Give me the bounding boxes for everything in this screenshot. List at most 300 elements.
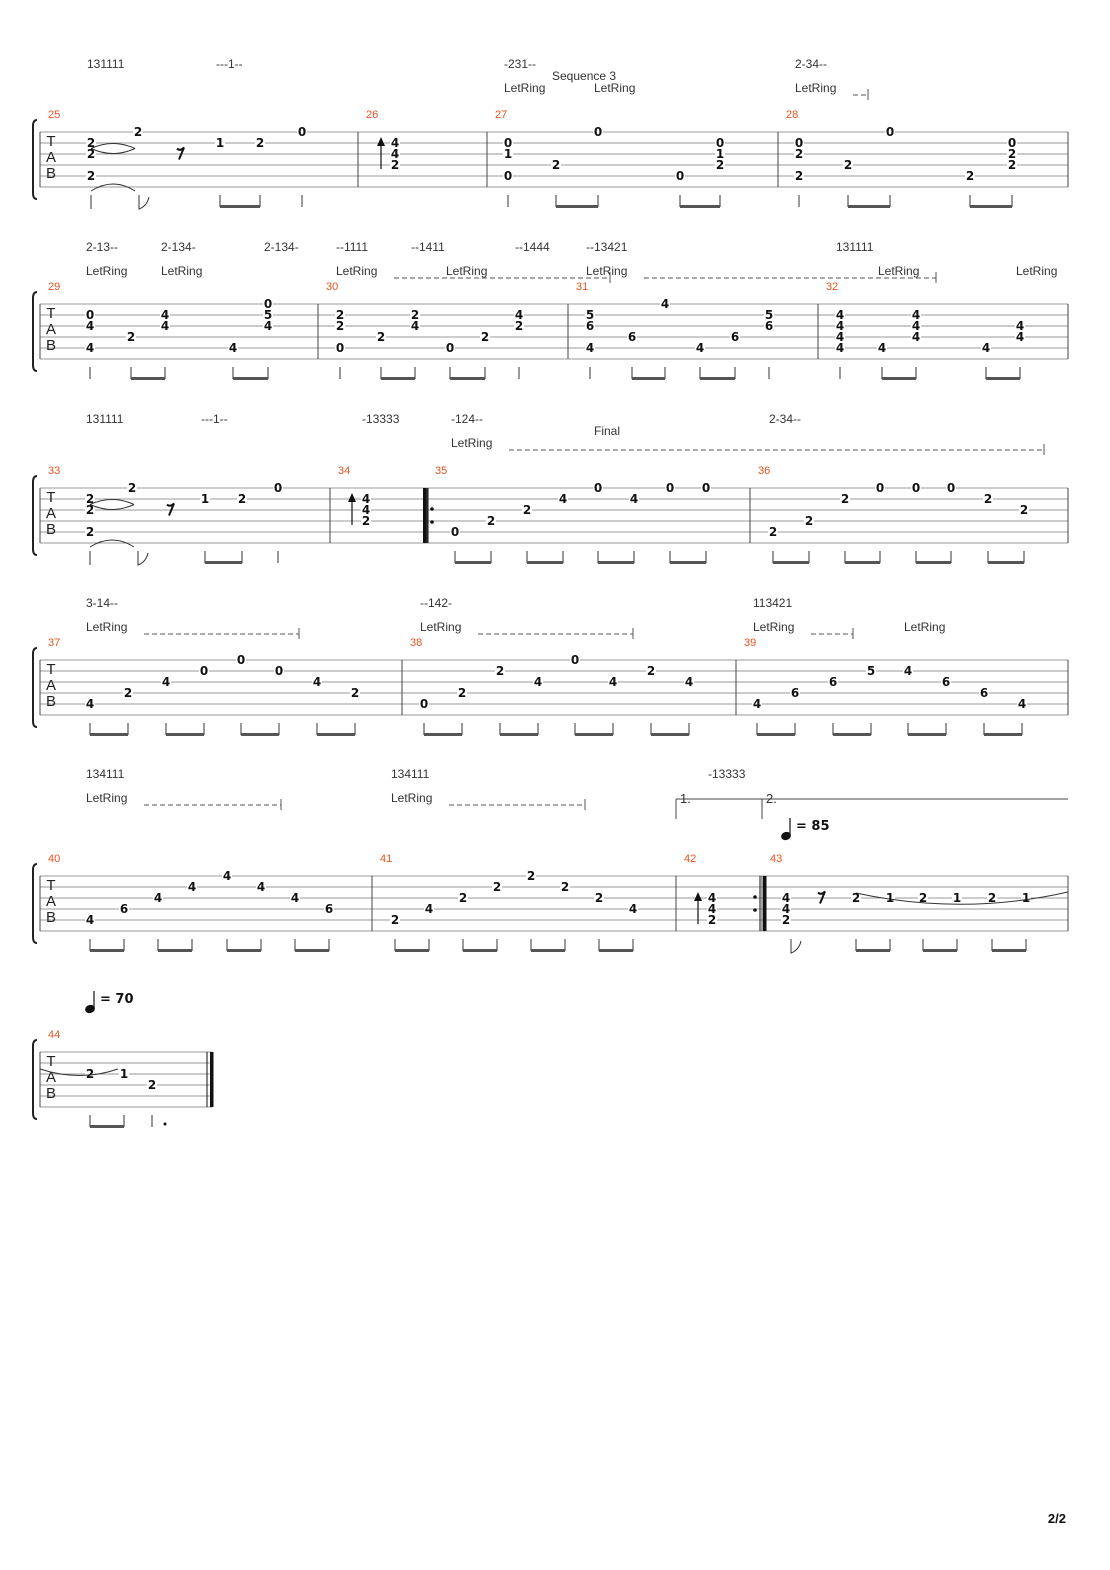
fret-number: 6 xyxy=(979,686,989,700)
fret-number: 2 xyxy=(781,913,791,927)
eighth-flag xyxy=(791,939,801,953)
fret-number: 1 xyxy=(715,147,725,161)
fret-number: 2 xyxy=(526,869,536,883)
annotation-text: LetRing xyxy=(878,264,920,278)
fret-number: 2 xyxy=(147,1078,157,1092)
duration-dot xyxy=(164,1123,167,1126)
measure-number: 29 xyxy=(48,281,61,293)
annotation-text: LetRing xyxy=(420,620,462,634)
fret-number: 0 xyxy=(593,125,603,139)
fret-number: 4 xyxy=(585,341,595,355)
fret-number: 2 xyxy=(965,169,975,183)
annotation-text: -231-- xyxy=(504,57,537,71)
tab-clef-letter: T xyxy=(46,1053,56,1070)
fret-number: 2 xyxy=(492,880,502,894)
fret-number: 4 xyxy=(1015,319,1025,333)
fret-number: 4 xyxy=(290,891,300,905)
fret-number: 2 xyxy=(480,330,490,344)
annotation-text: LetRing xyxy=(451,436,493,450)
eighth-beam xyxy=(295,949,329,952)
annotation-text: LetRing xyxy=(904,620,946,634)
eighth-flag xyxy=(138,551,148,565)
annotation-text: -13333 xyxy=(362,412,400,426)
eighth-beam xyxy=(598,561,634,564)
annotation-text: 2-134- xyxy=(264,240,299,254)
fret-number: 0 xyxy=(297,125,307,139)
fret-number: 2 xyxy=(514,319,524,333)
fret-number: 2 xyxy=(335,308,345,322)
eighth-beam xyxy=(227,949,261,952)
repeat-dot xyxy=(753,908,757,912)
fret-number: 4 xyxy=(707,902,717,916)
fret-number: 1 xyxy=(885,891,895,905)
eighth-beam xyxy=(992,949,1026,952)
eighth-beam xyxy=(632,377,665,380)
annotation-text: LetRing xyxy=(86,791,128,805)
fret-number: 2 xyxy=(335,319,345,333)
fret-number: 2 xyxy=(86,147,96,161)
fret-number: 4 xyxy=(1015,330,1025,344)
fret-number: 0 xyxy=(236,653,246,667)
annotation-text: LetRing xyxy=(586,264,628,278)
eighth-beam xyxy=(882,377,916,380)
eighth-beam xyxy=(527,561,563,564)
fret-number: 2 xyxy=(646,664,656,678)
fret-number: 4 xyxy=(660,297,670,311)
fret-number: 5 xyxy=(263,308,273,322)
fret-number: 2 xyxy=(410,308,420,322)
eighth-beam xyxy=(599,949,633,952)
measure-number: 35 xyxy=(435,465,448,477)
annotation-text: 131111 xyxy=(86,412,124,426)
annotation-text: LetRing xyxy=(753,620,795,634)
fret-number: 6 xyxy=(119,902,129,916)
annotation-text: Sequence 3 xyxy=(552,69,617,83)
eighth-beam xyxy=(90,1125,124,1128)
fret-number: 4 xyxy=(911,319,921,333)
fret-number: 0 xyxy=(570,653,580,667)
fret-number: 2 xyxy=(376,330,386,344)
annotation-text: --142- xyxy=(420,596,453,610)
fret-number: 2 xyxy=(794,147,804,161)
measure-number: 44 xyxy=(48,1029,61,1041)
fret-number: 2 xyxy=(715,158,725,172)
tie-arc xyxy=(91,144,135,149)
annotation-text: LetRing xyxy=(161,264,203,278)
fret-number: 4 xyxy=(312,675,322,689)
fret-number: 0 xyxy=(445,341,455,355)
fret-number: 1 xyxy=(1021,891,1031,905)
fret-number: 1 xyxy=(503,147,513,161)
tab-system xyxy=(33,89,1068,209)
fret-number: 2 xyxy=(918,891,928,905)
measure-number: 41 xyxy=(380,853,393,865)
eighth-beam xyxy=(923,949,957,952)
eighth-beam xyxy=(205,561,242,564)
eighth-beam xyxy=(220,205,260,208)
eighth-beam xyxy=(158,949,192,952)
annotation-text: --1111 xyxy=(336,240,369,254)
annotation-text: 131111 xyxy=(836,240,874,254)
annotation-text: LetRing xyxy=(504,81,546,95)
tab-clef-letter: B xyxy=(45,909,57,926)
tempo-marking: = 85 xyxy=(796,819,830,834)
fret-number: 1 xyxy=(952,891,962,905)
fret-number: 2 xyxy=(126,330,136,344)
fret-number: 2 xyxy=(551,158,561,172)
eighth-beam xyxy=(556,205,598,208)
tab-system xyxy=(33,991,214,1128)
annotation-text: LetRing xyxy=(795,81,837,95)
eighth-beam xyxy=(970,205,1012,208)
fret-number: 2 xyxy=(390,913,400,927)
fret-number: 2 xyxy=(123,686,133,700)
eighth-beam xyxy=(463,949,497,952)
eighth-beam xyxy=(575,733,613,736)
fret-number: 6 xyxy=(828,675,838,689)
eighth-beam xyxy=(984,733,1022,736)
fret-number: 4 xyxy=(410,319,420,333)
fret-number: 2 xyxy=(237,492,247,506)
fret-number: 0 xyxy=(946,481,956,495)
measure-number: 42 xyxy=(684,853,697,865)
eighth-beam xyxy=(90,733,128,736)
eighth-beam xyxy=(651,733,689,736)
tab-clef-letter: T xyxy=(46,305,56,322)
fret-number: 2 xyxy=(983,492,993,506)
fret-number: 4 xyxy=(877,341,887,355)
eighth-beam xyxy=(90,949,124,952)
fret-number: 0 xyxy=(675,169,685,183)
eighth-beam xyxy=(757,733,795,736)
fret-number: 2 xyxy=(1019,503,1029,517)
fret-number: 2 xyxy=(1007,147,1017,161)
fret-number: 2 xyxy=(85,1067,95,1081)
fret-number: 4 xyxy=(85,697,95,711)
fret-number: 2 xyxy=(127,481,137,495)
fret-number: 4 xyxy=(533,675,543,689)
fret-number: 2 xyxy=(804,514,814,528)
final-bar-thick xyxy=(210,1052,214,1107)
fret-number: 4 xyxy=(161,675,171,689)
eighth-beam xyxy=(986,377,1020,380)
fret-number: 0 xyxy=(274,664,284,678)
tab-clef-letter: B xyxy=(45,1085,57,1102)
fret-number: 4 xyxy=(85,341,95,355)
eighth-beam xyxy=(166,733,204,736)
fret-number: 2 xyxy=(85,503,95,517)
eighth-beam xyxy=(455,561,491,564)
annotation-text: ---1-- xyxy=(201,412,228,426)
fret-number: 0 xyxy=(419,697,429,711)
system-bracket xyxy=(33,292,37,371)
fret-number: 1 xyxy=(119,1067,129,1081)
fret-number: 2 xyxy=(86,136,96,150)
fret-number: 0 xyxy=(885,125,895,139)
tie-arc xyxy=(90,500,134,505)
fret-number: 2 xyxy=(495,664,505,678)
annotation-text: 2-13-- xyxy=(86,240,119,254)
fret-number: 0 xyxy=(503,169,513,183)
tab-system xyxy=(33,628,1068,736)
measure-number: 40 xyxy=(48,853,61,865)
fret-number: 4 xyxy=(228,341,238,355)
measure-number: 25 xyxy=(48,109,61,121)
fret-number: 4 xyxy=(390,136,400,150)
repeat-dot xyxy=(753,895,757,899)
strum-arrow-head xyxy=(348,493,356,502)
fret-number: 4 xyxy=(835,341,845,355)
tab-clef-letter: A xyxy=(45,1069,57,1086)
tab-clef-letter: T xyxy=(46,489,56,506)
fret-number: 5 xyxy=(585,308,595,322)
measure-number: 30 xyxy=(326,281,339,293)
fret-number: 4 xyxy=(628,902,638,916)
fret-number: 6 xyxy=(730,330,740,344)
annotation-text: --13421 xyxy=(586,240,628,254)
annotation-text: 134111 xyxy=(86,767,125,781)
tab-clef-letter: B xyxy=(45,693,57,710)
annotation-text: LetRing xyxy=(336,264,378,278)
annotation-text: 2-134- xyxy=(161,240,196,254)
fret-number: 4 xyxy=(160,308,170,322)
fret-number: 4 xyxy=(1017,697,1027,711)
fret-number: 2 xyxy=(361,514,371,528)
measure-number: 37 xyxy=(48,637,61,649)
fret-number: 2 xyxy=(457,686,467,700)
eighth-beam xyxy=(395,949,429,952)
system-bracket xyxy=(33,120,37,199)
fret-number: 4 xyxy=(222,869,232,883)
fret-number: 2 xyxy=(390,158,400,172)
fret-number: 2 xyxy=(987,891,997,905)
annotation-text: LetRing xyxy=(391,791,433,805)
fret-number: 2 xyxy=(133,125,143,139)
fret-number: 4 xyxy=(361,503,371,517)
fret-number: 4 xyxy=(85,319,95,333)
tab-system xyxy=(33,799,1068,953)
fret-number: 4 xyxy=(558,492,568,506)
fret-number: 4 xyxy=(153,891,163,905)
eighth-beam xyxy=(131,377,165,380)
annotation-text: LetRing xyxy=(446,264,488,278)
fret-number: 6 xyxy=(941,675,951,689)
fret-number: 0 xyxy=(875,481,885,495)
tempo-marking: = 70 xyxy=(100,992,134,1007)
annotation-text: 131111 xyxy=(87,57,125,71)
measure-number: 33 xyxy=(48,465,61,477)
strum-arrow-head xyxy=(694,892,702,901)
fret-number: 4 xyxy=(514,308,524,322)
fret-number: 4 xyxy=(160,319,170,333)
measure-number: 36 xyxy=(758,465,771,477)
fret-number: 2 xyxy=(85,525,95,539)
fret-number: 4 xyxy=(981,341,991,355)
tab-clef-letter: T xyxy=(46,661,56,678)
tie-arc xyxy=(91,149,135,154)
fret-number: 2 xyxy=(594,891,604,905)
fret-number: 4 xyxy=(424,902,434,916)
fret-number: 4 xyxy=(608,675,618,689)
eighth-beam xyxy=(500,733,538,736)
fret-number: 4 xyxy=(684,675,694,689)
annotation-text: LetRing xyxy=(1016,264,1058,278)
annotation-text: 2-34-- xyxy=(769,412,802,426)
eighth-beam xyxy=(317,733,355,736)
fret-number: 2 xyxy=(840,492,850,506)
system-bracket xyxy=(33,648,37,727)
fret-number: 6 xyxy=(324,902,334,916)
tab-clef-letter: T xyxy=(46,133,56,150)
fret-number: 0 xyxy=(1007,136,1017,150)
fret-number: 4 xyxy=(707,891,717,905)
measure-number: 26 xyxy=(366,109,379,121)
fret-number: 4 xyxy=(835,308,845,322)
eighth-beam xyxy=(241,733,279,736)
repeat-start-thick xyxy=(423,488,427,543)
fret-number: 4 xyxy=(361,492,371,506)
eighth-beam xyxy=(680,205,720,208)
tab-clef-letter: A xyxy=(45,505,57,522)
fret-number: 0 xyxy=(794,136,804,150)
annotation-text: --1444 xyxy=(515,240,550,254)
eighth-beam xyxy=(833,733,871,736)
fret-number: 2 xyxy=(350,686,360,700)
fret-number: 2 xyxy=(486,514,496,528)
fret-number: 1 xyxy=(215,136,225,150)
repeat-dot xyxy=(430,520,434,524)
tab-clef-letter: A xyxy=(45,321,57,338)
fret-number: 6 xyxy=(585,319,595,333)
eighth-beam xyxy=(424,733,462,736)
annotation-text: -13333 xyxy=(708,767,746,781)
measure-number: 28 xyxy=(786,109,799,121)
fret-number: 0 xyxy=(335,341,345,355)
annotation-text: 2-34-- xyxy=(795,57,828,71)
fret-number: 4 xyxy=(263,319,273,333)
fret-number: 4 xyxy=(85,913,95,927)
eighth-beam xyxy=(233,377,268,380)
fret-number: 2 xyxy=(707,913,717,927)
fret-number: 0 xyxy=(665,481,675,495)
fret-number: 4 xyxy=(835,330,845,344)
fret-number: 1 xyxy=(200,492,210,506)
annotation-text: 3-14-- xyxy=(86,596,119,610)
tab-clef-letter: B xyxy=(45,521,57,538)
eighth-beam xyxy=(848,205,890,208)
fret-number: 2 xyxy=(851,891,861,905)
fret-number: 6 xyxy=(627,330,637,344)
annotation-text: 134111 xyxy=(391,767,430,781)
tie-arc xyxy=(90,505,134,510)
fret-number: 5 xyxy=(866,664,876,678)
measure-number: 43 xyxy=(770,853,783,865)
tab-clef-letter: B xyxy=(45,165,57,182)
fret-number: 6 xyxy=(790,686,800,700)
annotation-text: LetRing xyxy=(594,81,636,95)
fret-number: 4 xyxy=(187,880,197,894)
annotation-text: --1411 xyxy=(411,240,445,254)
fret-number: 4 xyxy=(695,341,705,355)
fret-number: 0 xyxy=(273,481,283,495)
measure-number: 32 xyxy=(826,281,839,293)
eighth-beam xyxy=(381,377,415,380)
eighth-beam xyxy=(670,561,706,564)
fret-number: 4 xyxy=(752,697,762,711)
eighth-beam xyxy=(773,561,809,564)
measure-number: 38 xyxy=(410,637,423,649)
annotation-text: LetRing xyxy=(86,264,128,278)
annotation-text: ---1-- xyxy=(216,57,243,71)
eighth-beam xyxy=(700,377,735,380)
fret-number: 0 xyxy=(593,481,603,495)
fret-number: 0 xyxy=(503,136,513,150)
eighth-beam xyxy=(531,949,565,952)
annotation-text: -124-- xyxy=(451,412,484,426)
fret-number: 2 xyxy=(843,158,853,172)
fret-number: 4 xyxy=(903,664,913,678)
fret-number: 0 xyxy=(263,297,273,311)
fret-number: 2 xyxy=(458,891,468,905)
tab-system xyxy=(33,444,1068,565)
fret-number: 0 xyxy=(450,525,460,539)
system-bracket xyxy=(33,476,37,555)
system-bracket xyxy=(33,864,37,943)
fret-number: 6 xyxy=(764,319,774,333)
annotation-text: LetRing xyxy=(86,620,128,634)
repeat-dot xyxy=(430,507,434,511)
measure-number: 39 xyxy=(744,637,757,649)
strum-arrow-head xyxy=(377,137,385,146)
fret-number: 4 xyxy=(256,880,266,894)
fret-number: 0 xyxy=(199,664,209,678)
fret-number: 4 xyxy=(911,308,921,322)
fret-number: 2 xyxy=(522,503,532,517)
eighth-beam xyxy=(908,733,946,736)
fret-number: 4 xyxy=(629,492,639,506)
annotation-text: Final xyxy=(594,424,621,438)
fret-number: 0 xyxy=(85,308,95,322)
fret-number: 2 xyxy=(255,136,265,150)
eighth-beam xyxy=(450,377,485,380)
eighth-beam xyxy=(916,561,951,564)
tab-clef-letter: A xyxy=(45,149,57,166)
fret-number: 0 xyxy=(911,481,921,495)
volta-ending-2: 2. xyxy=(766,791,777,806)
fret-number: 2 xyxy=(560,880,570,894)
system-bracket xyxy=(33,1040,37,1119)
fret-number: 2 xyxy=(768,525,778,539)
fret-number: 2 xyxy=(85,492,95,506)
fret-number: 0 xyxy=(715,136,725,150)
fret-number: 4 xyxy=(835,319,845,333)
tab-clef-letter: A xyxy=(45,677,57,694)
volta-ending-1: 1. xyxy=(680,791,691,806)
measure-number: 27 xyxy=(495,109,508,121)
tab-clef-letter: A xyxy=(45,893,57,910)
eighth-beam xyxy=(856,949,890,952)
fret-number: 4 xyxy=(781,902,791,916)
fret-number: 5 xyxy=(764,308,774,322)
measure-number: 31 xyxy=(576,281,589,293)
tab-clef-letter: T xyxy=(46,877,56,894)
eighth-flag xyxy=(139,195,149,209)
tab-clef-letter: B xyxy=(45,337,57,354)
fret-number: 2 xyxy=(86,169,96,183)
repeat-end-thick xyxy=(763,876,767,931)
fret-number: 0 xyxy=(701,481,711,495)
fret-number: 4 xyxy=(911,330,921,344)
